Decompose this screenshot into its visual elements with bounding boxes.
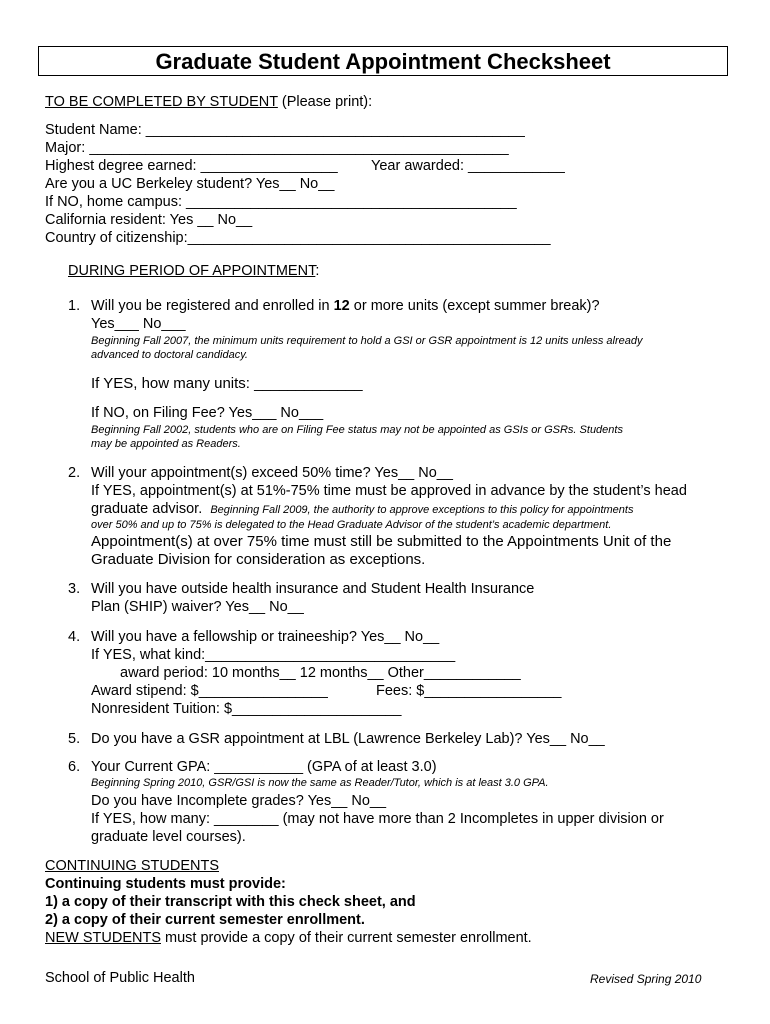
- q4-kind-field[interactable]: If YES, what kind:_______________________________: [91, 647, 456, 663]
- continuing-line-1: Continuing students must provide:: [45, 876, 286, 892]
- q4-award-period-field[interactable]: award period: 10 months__ 12 months__ Other____________: [120, 665, 521, 681]
- q4-line-1[interactable]: Will you have a fellowship or traineeship? Yes__ No__: [91, 629, 440, 645]
- q4-tuition-field[interactable]: Nonresident Tuition: $_____________________: [91, 701, 402, 717]
- q3-line-2[interactable]: Plan (SHIP) waiver? Yes__ No__: [91, 599, 304, 615]
- q4-number: 4.: [68, 629, 81, 645]
- q2-line-5: Appointment(s) at over 75% time must still be submitted to the Appointments Unit of the: [91, 533, 672, 550]
- q6-how-many-field[interactable]: If YES, how many: ________ (may not have more than 2 Incompletes in upper division or: [91, 811, 664, 827]
- major-field[interactable]: Major: ____________________________________________________: [45, 140, 509, 156]
- q2-line-1[interactable]: Will your appointment(s) exceed 50% time? Yes__ No__: [91, 465, 453, 481]
- q1-question: [91, 297, 600, 315]
- intro-rest: (Please print):: [277, 94, 373, 110]
- q2-line-2: If YES, appointment(s) at 51%-75% time must be approved in advance by the student’s head: [91, 483, 687, 499]
- q1-number: 1.: [68, 298, 81, 314]
- q2-line-4: over 50% and up to 75% is delegated to the Head Graduate Advisor of the student’s academic department.: [91, 519, 612, 531]
- q3-line-1: Will you have outside health insurance and Student Health Insurance: [91, 581, 535, 597]
- continuing-heading: CONTINUING STUDENTS: [45, 858, 219, 874]
- california-resident-field[interactable]: California resident: Yes __ No__: [45, 212, 253, 228]
- q2-number: 2.: [68, 465, 81, 481]
- during-heading: [68, 262, 319, 280]
- q4-fees-field[interactable]: Fees: $_________________: [376, 683, 562, 699]
- continuing-line-2: 1) a copy of their transcript with this check sheet, and: [45, 894, 416, 910]
- continuing-line-3: 2) a copy of their current semester enrollment.: [45, 912, 365, 928]
- q1-note-3: Beginning Fall 2002, students who are on Filing Fee status may not be appointed as GSIs or GSRs. Students: [91, 424, 623, 436]
- q2-line-3b: Beginning Fall 2009, the authority to approve exceptions to this policy for appointments: [210, 504, 634, 516]
- q5-number: 5.: [68, 731, 81, 747]
- footer-revised: Revised Spring 2010: [590, 972, 702, 986]
- q2-line-3a: graduate advisor.: [91, 501, 203, 517]
- during-underlined: DURING PERIOD OF APPOINTMENT: [68, 263, 316, 279]
- new-students-line: [45, 929, 532, 947]
- q6-line-4: graduate level courses).: [91, 829, 246, 845]
- q6-incomplete-field[interactable]: Do you have Incomplete grades? Yes__ No__: [91, 793, 387, 809]
- student-name-field[interactable]: Student Name: _______________________________________________: [45, 122, 525, 138]
- degree-field[interactable]: Highest degree earned: _________________: [45, 158, 338, 174]
- q1-post: or more units (except summer break)?: [349, 298, 600, 314]
- q1-yesno[interactable]: Yes___ No___: [91, 316, 186, 332]
- q5-line-1[interactable]: Do you have a GSR appointment at LBL (Lawrence Berkeley Lab)? Yes__ No__: [91, 731, 605, 747]
- home-campus-field[interactable]: If NO, home campus: _________________________________________: [45, 194, 517, 210]
- footer-school: School of Public Health: [45, 970, 195, 986]
- q2-line-6: Graduate Division for consideration as exceptions.: [91, 551, 426, 568]
- q1-note-4: may be appointed as Readers.: [91, 438, 241, 450]
- q6-gpa-field[interactable]: Your Current GPA: ___________ (GPA of at least 3.0): [91, 759, 437, 775]
- q1-note-2: advanced to doctoral candidacy.: [91, 349, 248, 361]
- during-rest: :: [315, 263, 320, 279]
- q1-units-field[interactable]: If YES, how many units: _____________: [91, 375, 363, 392]
- ucb-student-field[interactable]: Are you a UC Berkeley student? Yes__ No__: [45, 176, 335, 192]
- q1-note-1: Beginning Fall 2007, the minimum units requirement to hold a GSI or GSR appointment is 12 units unless already: [91, 335, 643, 347]
- q1-filing-fee-field[interactable]: If NO, on Filing Fee? Yes___ No___: [91, 405, 324, 421]
- q4-stipend-field[interactable]: Award stipend: $________________: [91, 683, 328, 699]
- q6-note: Beginning Spring 2010, GSR/GSI is now the same as Reader/Tutor, which is at least 3.0 GPA.: [91, 777, 549, 789]
- intro-line: [45, 93, 372, 111]
- q2-line-3: [91, 500, 633, 518]
- new-students-rest: must provide a copy of their current semester enrollment.: [161, 930, 532, 946]
- q1-bold: 12: [333, 298, 350, 314]
- q6-number: 6.: [68, 759, 81, 775]
- new-students-underlined: NEW STUDENTS: [45, 930, 161, 946]
- intro-underlined: TO BE COMPLETED BY STUDENT: [45, 94, 278, 110]
- page-title: Graduate Student Appointment Checksheet: [38, 46, 728, 76]
- q3-number: 3.: [68, 581, 81, 597]
- q1-pre: Will you be registered and enrolled in: [91, 298, 334, 314]
- year-awarded-field[interactable]: Year awarded: ____________: [371, 158, 565, 174]
- citizenship-field[interactable]: Country of citizenship:_____________________________________________: [45, 230, 551, 246]
